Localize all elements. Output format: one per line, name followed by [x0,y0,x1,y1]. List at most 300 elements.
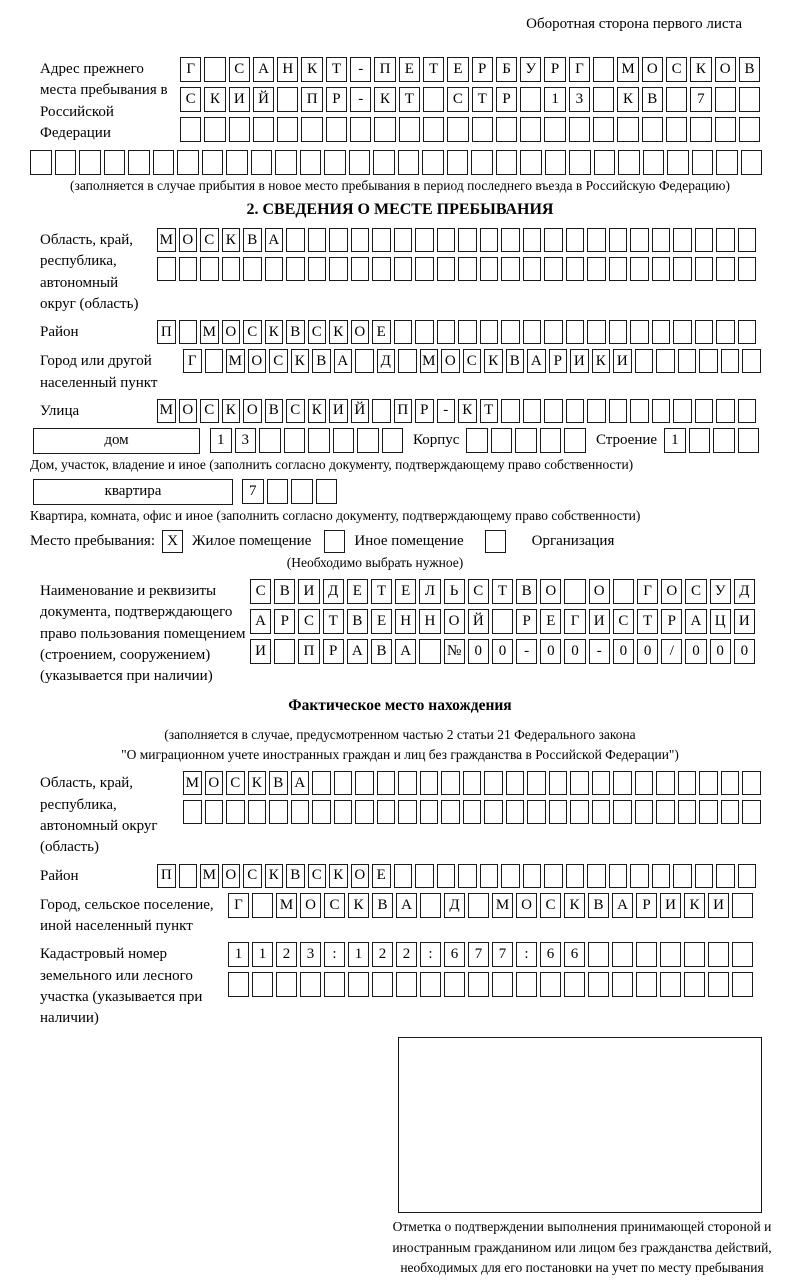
char-cell[interactable] [183,800,202,824]
char-cell[interactable] [333,428,355,453]
char-cell[interactable] [544,399,563,423]
char-cell[interactable]: В [371,639,392,664]
char-cell[interactable] [593,87,614,112]
char-cell[interactable]: Е [347,579,368,604]
char-cell[interactable]: В [739,57,760,82]
char-cell[interactable]: А [527,349,546,373]
char-cell[interactable]: К [617,87,638,112]
char-cell[interactable] [742,800,761,824]
char-cell[interactable] [656,771,675,795]
char-cell[interactable] [308,228,327,252]
char-cell[interactable] [636,942,657,967]
char-cell[interactable] [635,800,654,824]
char-cell[interactable]: Р [496,87,517,112]
char-cell[interactable]: 7 [690,87,711,112]
char-cell[interactable] [415,320,434,344]
char-cell[interactable]: К [374,87,395,112]
char-cell[interactable]: М [183,771,202,795]
char-cell[interactable]: О [441,349,460,373]
char-cell[interactable]: Р [323,639,344,664]
char-cell[interactable] [423,87,444,112]
char-cell[interactable]: - [350,87,371,112]
char-cell[interactable]: М [157,228,176,252]
char-cell[interactable]: 1 [228,942,249,967]
char-cell[interactable] [394,257,413,281]
char-cell[interactable]: С [200,399,219,423]
char-cell[interactable]: И [250,639,271,664]
char-cell[interactable]: А [250,609,271,634]
char-cell[interactable] [308,428,330,453]
char-cell[interactable]: К [222,228,241,252]
char-cell[interactable] [179,864,198,888]
char-cell[interactable] [716,150,738,175]
char-cell[interactable] [252,893,273,918]
char-cell[interactable] [463,771,482,795]
char-cell[interactable]: 0 [468,639,489,664]
char-cell[interactable] [466,428,488,453]
char-cell[interactable]: Р [415,399,434,423]
char-cell[interactable] [635,349,654,373]
char-cell[interactable] [516,972,537,997]
char-cell[interactable] [55,150,77,175]
char-cell[interactable] [501,257,520,281]
char-cell[interactable]: С [243,864,262,888]
char-cell[interactable] [609,257,628,281]
char-cell[interactable] [291,479,313,504]
char-cell[interactable] [527,771,546,795]
char-cell[interactable] [300,150,322,175]
char-cell[interactable]: В [372,893,393,918]
char-cell[interactable] [695,320,714,344]
char-cell[interactable] [738,228,757,252]
char-cell[interactable] [399,117,420,142]
char-cell[interactable]: В [347,609,368,634]
char-cell[interactable] [738,399,757,423]
char-cell[interactable]: О [222,320,241,344]
char-cell[interactable] [372,228,391,252]
char-cell[interactable] [699,349,718,373]
char-cell[interactable] [708,942,729,967]
char-cell[interactable] [398,771,417,795]
char-cell[interactable]: Й [253,87,274,112]
char-cell[interactable]: 1 [348,942,369,967]
char-cell[interactable]: С [308,864,327,888]
char-cell[interactable]: И [229,87,250,112]
char-cell[interactable]: П [301,87,322,112]
char-cell[interactable] [593,57,614,82]
char-cell[interactable]: Р [636,893,657,918]
char-cell[interactable] [480,257,499,281]
char-cell[interactable] [520,117,541,142]
char-cell[interactable] [566,864,585,888]
char-cell[interactable]: С [324,893,345,918]
char-cell[interactable]: Й [468,609,489,634]
char-cell[interactable] [179,320,198,344]
char-cell[interactable]: К [248,771,267,795]
char-cell[interactable]: - [589,639,610,664]
checkbox-organization[interactable] [485,530,506,553]
char-cell[interactable] [269,800,288,824]
char-cell[interactable] [396,972,417,997]
char-cell[interactable]: П [374,57,395,82]
char-cell[interactable] [642,117,663,142]
char-cell[interactable] [243,257,262,281]
char-cell[interactable] [308,257,327,281]
char-cell[interactable] [104,150,126,175]
char-cell[interactable] [618,150,640,175]
char-cell[interactable] [630,399,649,423]
char-cell[interactable] [274,639,295,664]
char-cell[interactable] [716,399,735,423]
char-cell[interactable] [652,228,671,252]
char-cell[interactable]: П [157,864,176,888]
char-cell[interactable] [527,800,546,824]
char-cell[interactable]: Д [323,579,344,604]
char-cell[interactable]: Б [496,57,517,82]
char-cell[interactable]: 6 [564,942,585,967]
char-cell[interactable]: Е [540,609,561,634]
char-cell[interactable] [716,228,735,252]
char-cell[interactable]: И [660,893,681,918]
char-cell[interactable] [652,320,671,344]
char-cell[interactable] [732,942,753,967]
char-cell[interactable]: С [286,399,305,423]
char-cell[interactable] [609,228,628,252]
char-cell[interactable]: 0 [710,639,731,664]
char-cell[interactable] [382,428,404,453]
char-cell[interactable] [635,771,654,795]
char-cell[interactable] [570,800,589,824]
char-cell[interactable]: С [447,87,468,112]
char-cell[interactable]: Г [180,57,201,82]
char-cell[interactable] [202,150,224,175]
char-cell[interactable]: В [243,228,262,252]
char-cell[interactable]: Е [395,579,416,604]
char-cell[interactable]: Т [399,87,420,112]
char-cell[interactable]: Р [661,609,682,634]
char-cell[interactable] [277,117,298,142]
char-cell[interactable]: 0 [564,639,585,664]
char-cell[interactable] [667,150,689,175]
char-cell[interactable]: / [661,639,682,664]
char-cell[interactable] [492,609,513,634]
char-cell[interactable] [652,399,671,423]
char-cell[interactable] [153,150,175,175]
char-cell[interactable] [570,771,589,795]
char-cell[interactable]: И [570,349,589,373]
char-cell[interactable] [204,117,225,142]
char-cell[interactable] [447,150,469,175]
char-cell[interactable]: Д [377,349,396,373]
char-cell[interactable]: И [708,893,729,918]
char-cell[interactable]: : [516,942,537,967]
char-cell[interactable] [355,349,374,373]
char-cell[interactable] [252,972,273,997]
char-cell[interactable] [587,320,606,344]
char-cell[interactable]: И [298,579,319,604]
char-cell[interactable] [492,972,513,997]
char-cell[interactable]: К [564,893,585,918]
char-cell[interactable]: 2 [276,942,297,967]
char-cell[interactable] [544,228,563,252]
char-cell[interactable]: О [516,893,537,918]
char-cell[interactable] [204,57,225,82]
char-cell[interactable] [355,800,374,824]
char-cell[interactable]: Р [516,609,537,634]
checkbox-residential[interactable]: X [162,530,183,553]
char-cell[interactable] [458,320,477,344]
char-cell[interactable]: А [253,57,274,82]
char-cell[interactable] [472,117,493,142]
char-cell[interactable]: Е [371,609,392,634]
char-cell[interactable] [636,972,657,997]
char-cell[interactable] [564,972,585,997]
char-cell[interactable] [506,771,525,795]
char-cell[interactable] [372,257,391,281]
char-cell[interactable]: Д [444,893,465,918]
char-cell[interactable]: 3 [300,942,321,967]
char-cell[interactable] [372,399,391,423]
char-cell[interactable]: И [589,609,610,634]
char-cell[interactable] [312,800,331,824]
char-cell[interactable] [484,771,503,795]
char-cell[interactable]: О [179,228,198,252]
char-cell[interactable] [275,150,297,175]
char-cell[interactable] [732,972,753,997]
char-cell[interactable] [738,864,757,888]
char-cell[interactable] [480,320,499,344]
char-cell[interactable] [587,864,606,888]
char-cell[interactable] [259,428,281,453]
char-cell[interactable]: К [592,349,611,373]
char-cell[interactable] [699,771,718,795]
char-cell[interactable] [350,117,371,142]
char-cell[interactable] [592,771,611,795]
char-cell[interactable]: 3 [569,87,590,112]
char-cell[interactable] [157,257,176,281]
char-cell[interactable]: М [200,320,219,344]
char-cell[interactable] [566,257,585,281]
char-cell[interactable] [660,972,681,997]
char-cell[interactable]: А [291,771,310,795]
char-cell[interactable] [177,150,199,175]
char-cell[interactable] [569,117,590,142]
char-cell[interactable] [673,864,692,888]
char-cell[interactable] [394,864,413,888]
char-cell[interactable]: Е [399,57,420,82]
char-cell[interactable]: Г [564,609,585,634]
char-cell[interactable]: 6 [444,942,465,967]
char-cell[interactable]: - [350,57,371,82]
char-cell[interactable] [316,479,338,504]
char-cell[interactable] [609,399,628,423]
char-cell[interactable] [656,800,675,824]
char-cell[interactable] [666,87,687,112]
char-cell[interactable] [329,228,348,252]
char-cell[interactable]: К [301,57,322,82]
char-cell[interactable]: П [394,399,413,423]
char-cell[interactable]: С [250,579,271,604]
char-cell[interactable] [480,228,499,252]
char-cell[interactable] [373,150,395,175]
char-cell[interactable] [715,117,736,142]
char-cell[interactable] [684,942,705,967]
char-cell[interactable] [415,257,434,281]
char-cell[interactable] [630,320,649,344]
char-cell[interactable]: 0 [540,639,561,664]
char-cell[interactable] [374,117,395,142]
char-cell[interactable]: К [484,349,503,373]
char-cell[interactable]: И [734,609,755,634]
char-cell[interactable]: 0 [492,639,513,664]
char-cell[interactable]: 0 [685,639,706,664]
char-cell[interactable]: 1 [664,428,686,453]
char-cell[interactable] [587,228,606,252]
char-cell[interactable] [334,771,353,795]
house-type-box[interactable]: дом [33,428,200,454]
char-cell[interactable]: 2 [372,942,393,967]
char-cell[interactable]: № [444,639,465,664]
char-cell[interactable] [222,257,241,281]
char-cell[interactable] [398,800,417,824]
char-cell[interactable]: Н [419,609,440,634]
char-cell[interactable]: А [612,893,633,918]
char-cell[interactable]: 2 [396,942,417,967]
char-cell[interactable] [329,257,348,281]
char-cell[interactable]: К [684,893,705,918]
char-cell[interactable]: Г [637,579,658,604]
char-cell[interactable] [540,972,561,997]
char-cell[interactable] [423,117,444,142]
char-cell[interactable]: А [265,228,284,252]
char-cell[interactable]: П [157,320,176,344]
char-cell[interactable] [179,257,198,281]
char-cell[interactable] [721,800,740,824]
char-cell[interactable]: И [329,399,348,423]
char-cell[interactable]: О [444,609,465,634]
char-cell[interactable]: Е [372,320,391,344]
char-cell[interactable] [587,257,606,281]
char-cell[interactable] [566,228,585,252]
char-cell[interactable] [695,257,714,281]
char-cell[interactable] [673,399,692,423]
char-cell[interactable]: Г [228,893,249,918]
char-cell[interactable] [501,399,520,423]
char-cell[interactable] [523,399,542,423]
char-cell[interactable] [742,349,761,373]
char-cell[interactable]: В [274,579,295,604]
char-cell[interactable] [441,800,460,824]
char-cell[interactable] [324,150,346,175]
char-cell[interactable] [351,257,370,281]
char-cell[interactable]: М [157,399,176,423]
char-cell[interactable] [630,228,649,252]
char-cell[interactable] [348,972,369,997]
char-cell[interactable] [496,117,517,142]
char-cell[interactable] [349,150,371,175]
char-cell[interactable] [415,864,434,888]
char-cell[interactable] [738,257,757,281]
char-cell[interactable] [276,972,297,997]
char-cell[interactable] [357,428,379,453]
char-cell[interactable] [312,771,331,795]
char-cell[interactable] [444,972,465,997]
char-cell[interactable] [420,771,439,795]
char-cell[interactable] [205,800,224,824]
char-cell[interactable]: У [520,57,541,82]
char-cell[interactable]: С [226,771,245,795]
char-cell[interactable]: К [690,57,711,82]
char-cell[interactable]: Р [274,609,295,634]
char-cell[interactable] [695,864,714,888]
char-cell[interactable] [422,150,444,175]
char-cell[interactable] [613,800,632,824]
char-cell[interactable]: М [420,349,439,373]
char-cell[interactable]: Р [549,349,568,373]
char-cell[interactable] [540,428,562,453]
char-cell[interactable]: К [291,349,310,373]
char-cell[interactable]: К [329,320,348,344]
char-cell[interactable]: У [710,579,731,604]
char-cell[interactable] [286,228,305,252]
char-cell[interactable] [739,87,760,112]
char-cell[interactable] [501,864,520,888]
char-cell[interactable]: Д [734,579,755,604]
char-cell[interactable] [515,428,537,453]
char-cell[interactable] [612,972,633,997]
char-cell[interactable]: В [269,771,288,795]
char-cell[interactable]: О [243,399,262,423]
char-cell[interactable]: К [458,399,477,423]
char-cell[interactable] [678,800,697,824]
char-cell[interactable] [394,320,413,344]
char-cell[interactable]: М [276,893,297,918]
char-cell[interactable]: Т [480,399,499,423]
char-cell[interactable]: С [200,228,219,252]
char-cell[interactable] [732,893,753,918]
char-cell[interactable] [355,771,374,795]
char-cell[interactable] [716,257,735,281]
char-cell[interactable] [630,864,649,888]
char-cell[interactable] [351,228,370,252]
char-cell[interactable]: С [308,320,327,344]
char-cell[interactable] [566,399,585,423]
char-cell[interactable] [564,579,585,604]
char-cell[interactable] [437,864,456,888]
char-cell[interactable] [742,771,761,795]
char-cell[interactable]: В [265,399,284,423]
char-cell[interactable] [692,150,714,175]
char-cell[interactable] [30,150,52,175]
char-cell[interactable]: Н [395,609,416,634]
char-cell[interactable]: Ь [444,579,465,604]
char-cell[interactable]: Е [447,57,468,82]
char-cell[interactable] [226,150,248,175]
char-cell[interactable]: К [329,864,348,888]
char-cell[interactable] [420,972,441,997]
char-cell[interactable] [506,800,525,824]
char-cell[interactable] [468,893,489,918]
char-cell[interactable] [228,972,249,997]
char-cell[interactable] [180,117,201,142]
char-cell[interactable] [334,800,353,824]
char-cell[interactable] [592,800,611,824]
char-cell[interactable] [523,228,542,252]
char-cell[interactable] [656,349,675,373]
char-cell[interactable] [79,150,101,175]
char-cell[interactable] [612,942,633,967]
char-cell[interactable]: С [613,609,634,634]
